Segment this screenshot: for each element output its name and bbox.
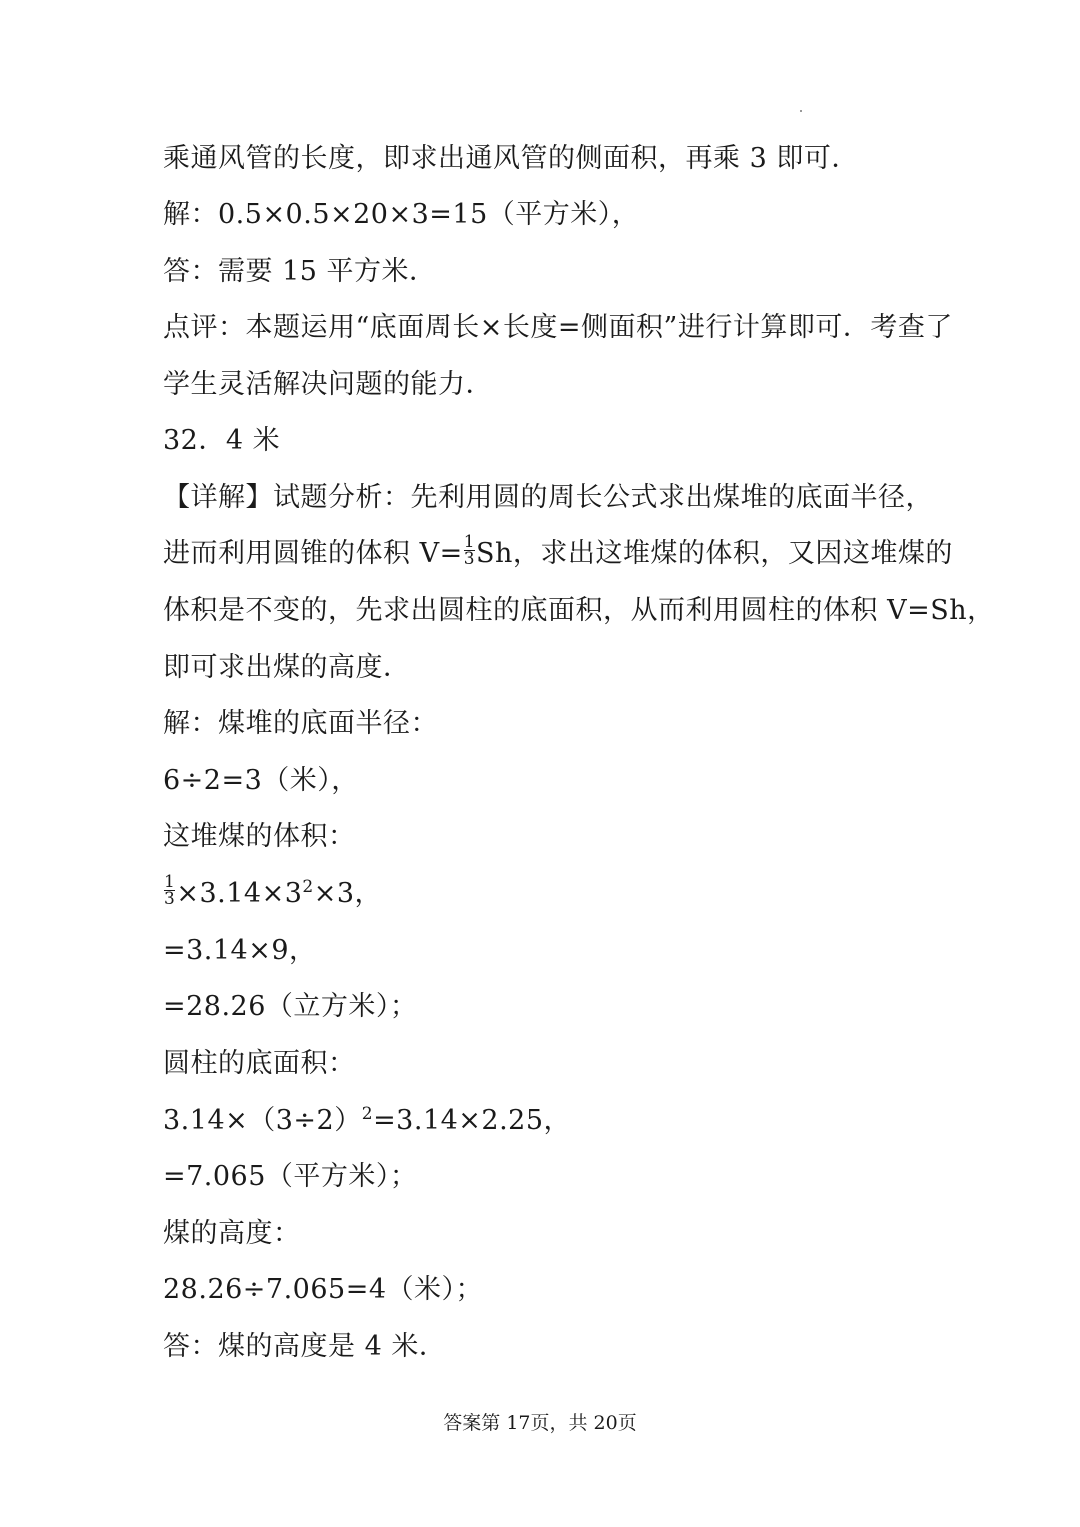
question-number-32: 32．4 米 bbox=[163, 425, 281, 456]
fraction-denominator: 3 bbox=[463, 548, 476, 569]
height-calc: 28.26÷7.065=4（米）； bbox=[163, 1274, 484, 1305]
exponent: 2 bbox=[361, 1104, 374, 1124]
text-line-1: 乘通风管的长度，即求出通风管的侧面积，再乘 3 即可． bbox=[163, 143, 859, 174]
base-area-calc-2: =7.065（平方米）； bbox=[163, 1161, 418, 1192]
analysis-line-2 bbox=[163, 531, 953, 572]
analysis-line-4: 即可求出煤的高度． bbox=[163, 652, 411, 683]
analysis-line-1: 【详解】试题分析：先利用圆的周长公式求出煤堆的底面半径， bbox=[163, 482, 933, 513]
volume-calc-3: =28.26（立方米）； bbox=[163, 991, 418, 1022]
answer-line-1: 答：需要 15 平方米． bbox=[163, 256, 437, 287]
height-heading: 煤的高度： bbox=[163, 1218, 301, 1249]
volume-heading: 这堆煤的体积： bbox=[163, 821, 356, 852]
page-footer: 答案第 17页，共 20页 bbox=[443, 1412, 637, 1434]
final-answer: 答：煤的高度是 4 米． bbox=[163, 1331, 447, 1362]
exponent: 2 bbox=[302, 877, 314, 897]
volume-calc-1-end: ×3， bbox=[313, 878, 383, 909]
fraction-one-third bbox=[164, 871, 176, 909]
volume-calc-1 bbox=[163, 871, 383, 912]
base-area-calc-1-end: =3.14×2.25， bbox=[373, 1105, 572, 1136]
analysis-line-3: 体积是不变的，先求出圆柱的底面积，从而利用圆柱的体积 V=Sh， bbox=[163, 595, 995, 626]
fraction-one-third bbox=[463, 531, 476, 569]
radius-calc: 6÷2=3（米）， bbox=[163, 765, 359, 796]
volume-calc-2: =3.14×9， bbox=[163, 935, 317, 966]
comment-line-2: 学生灵活解决问题的能力． bbox=[163, 369, 493, 400]
analysis-line-2-end: Sh，求出这堆煤的体积，又因这堆煤的 bbox=[476, 538, 953, 569]
analysis-line-2-start: 进而利用圆锥的体积 V= bbox=[163, 538, 463, 569]
solution-heading: 解：煤堆的底面半径： bbox=[163, 708, 438, 739]
fraction-numerator: 1 bbox=[463, 531, 476, 552]
fraction-denominator: 3 bbox=[164, 888, 176, 909]
base-area-calc-1 bbox=[163, 1103, 571, 1139]
base-area-calc-1-start: 3.14×（3÷2） bbox=[163, 1105, 362, 1136]
solution-line-1: 解：0.5×0.5×20×3=15（平方米）， bbox=[163, 199, 640, 230]
fraction-numerator: 1 bbox=[164, 871, 176, 892]
comment-line-1: 点评：本题运用“底面周长×长度=侧面积”进行计算即可．考查了 bbox=[163, 312, 953, 343]
volume-calc-1-body: ×3.14×3 bbox=[176, 878, 303, 909]
scan-speck bbox=[800, 110, 802, 112]
base-area-heading: 圆柱的底面积： bbox=[163, 1048, 356, 1079]
